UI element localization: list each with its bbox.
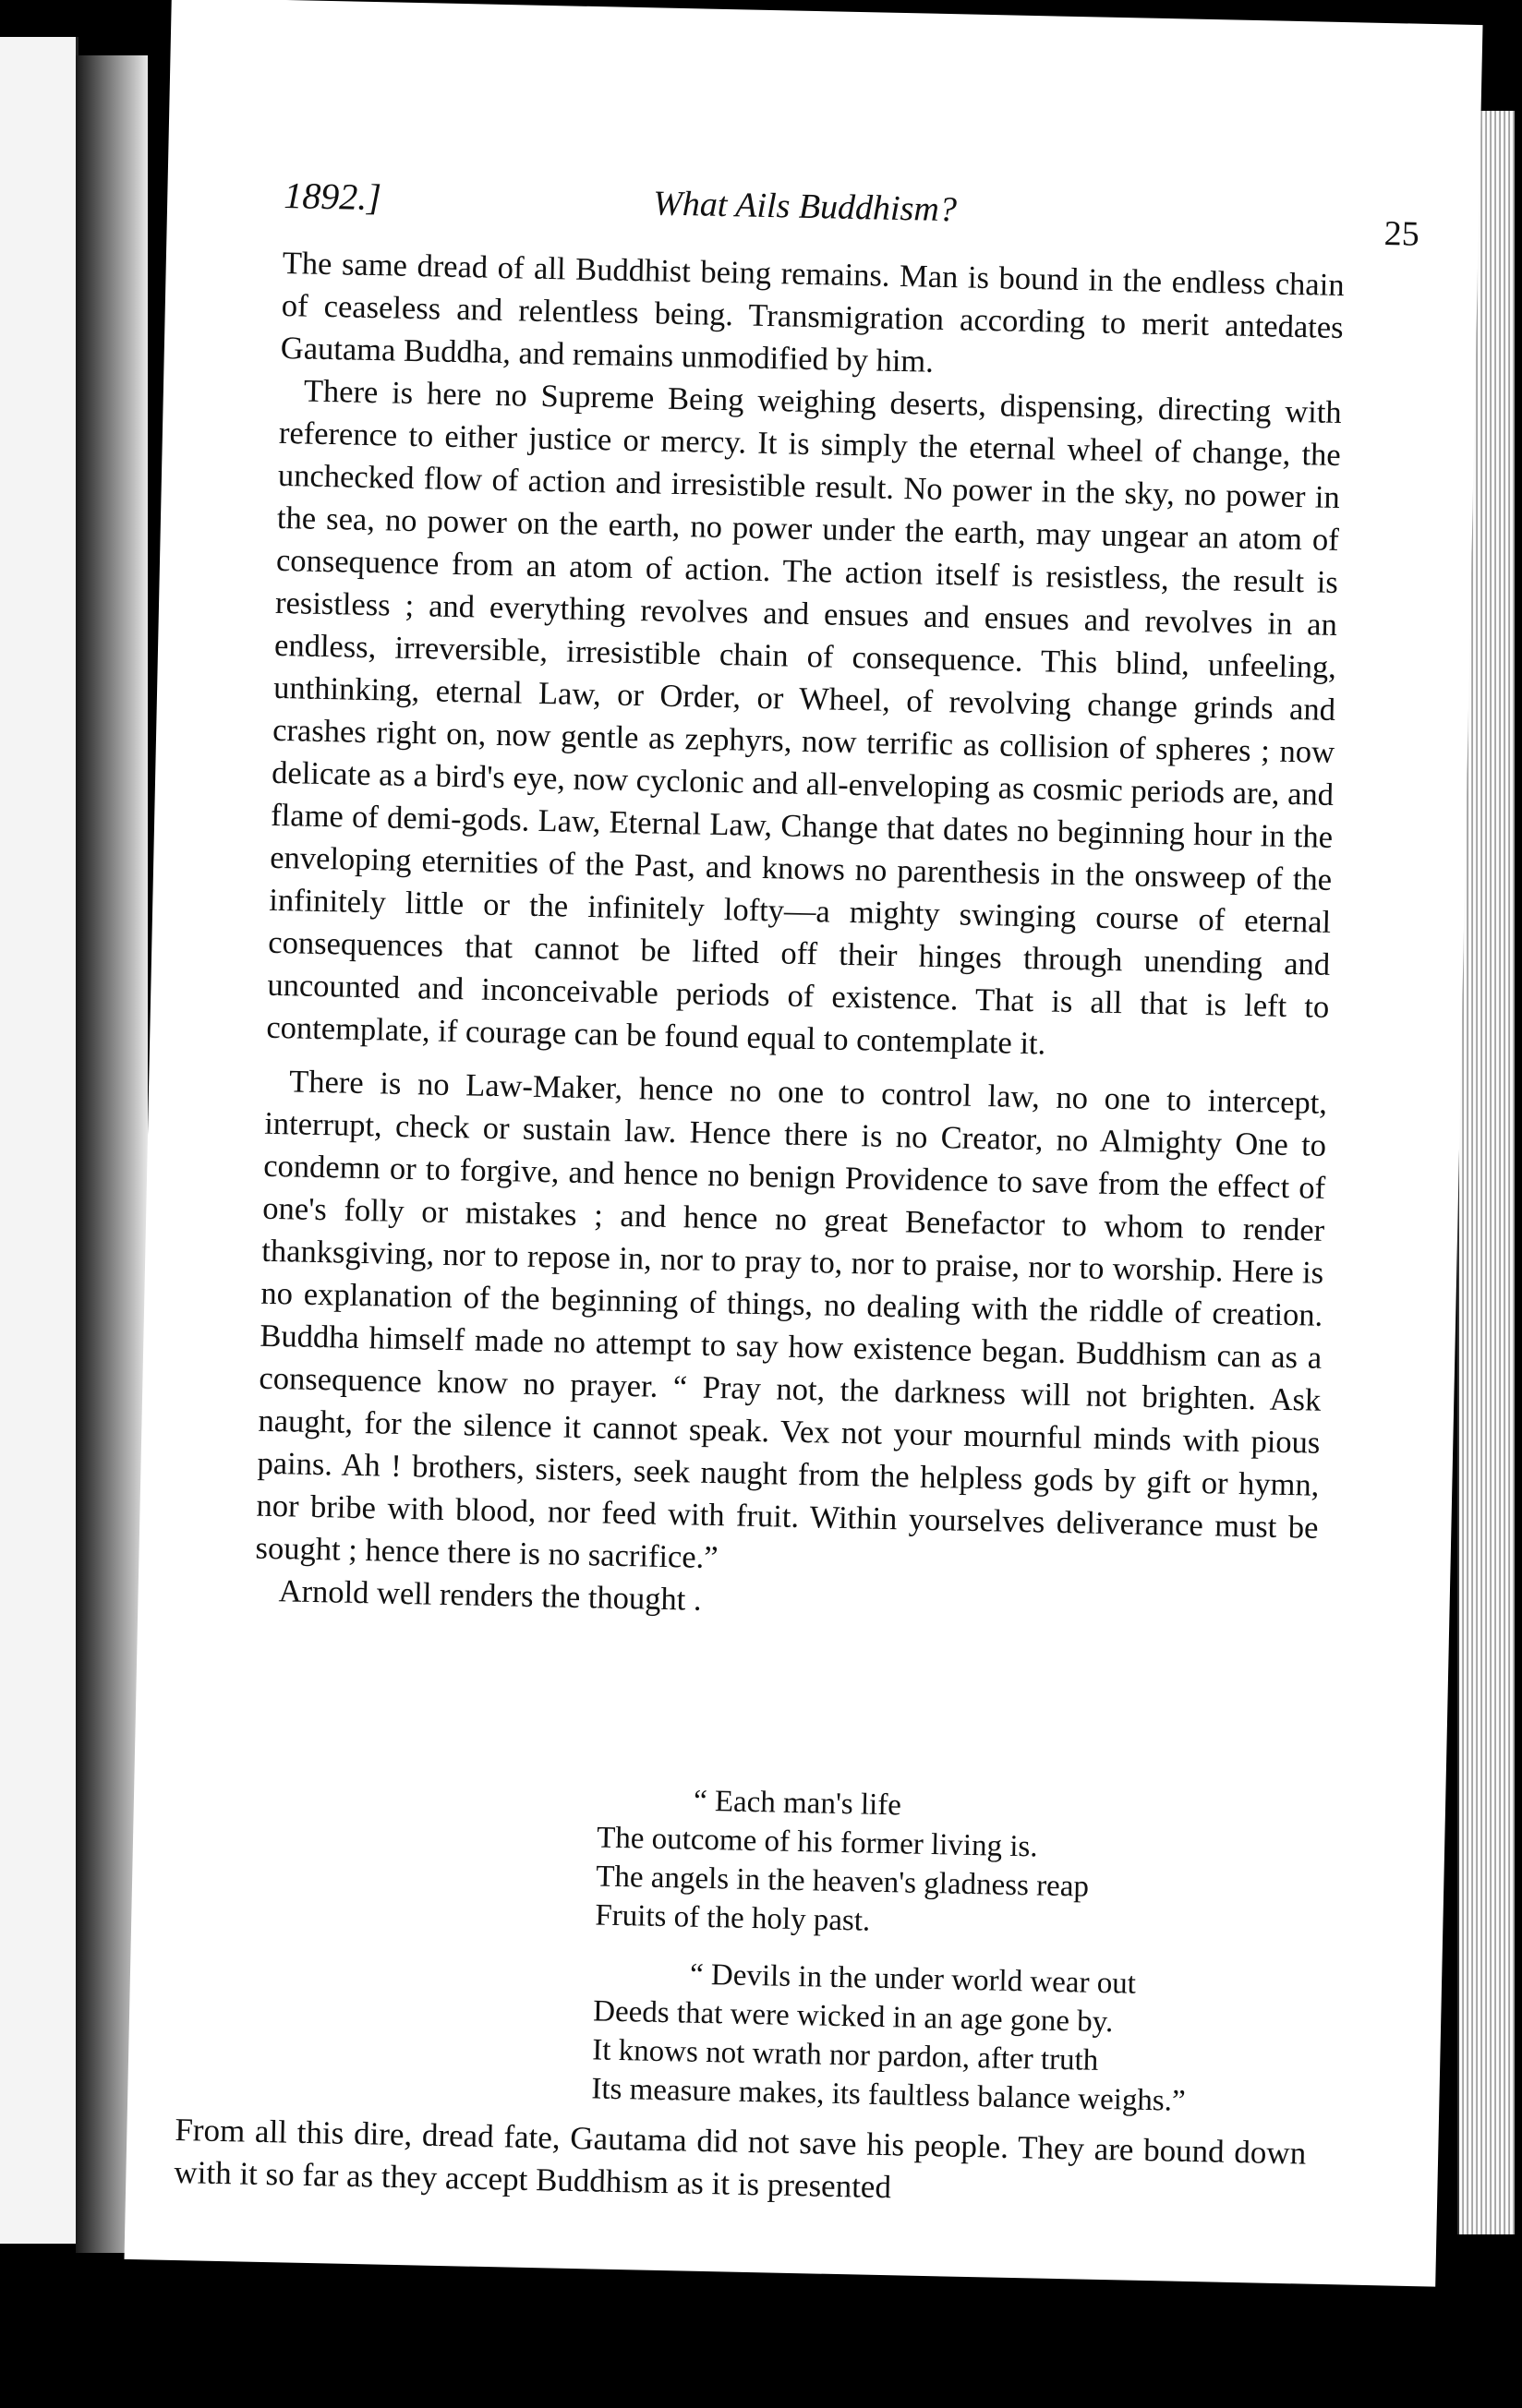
poem-line: Its measure makes, its faultless balance weighs.” bbox=[591, 2072, 1187, 2118]
poem-line: The outcome of his former living is. bbox=[596, 1821, 1038, 1864]
poem-stanza bbox=[591, 1953, 1203, 2121]
poem-line: It knows not wrath nor pardon, after truth bbox=[591, 2033, 1099, 2077]
book-page bbox=[125, 0, 1483, 2287]
running-head-year: 1892.] bbox=[283, 174, 382, 219]
closing-text bbox=[174, 2109, 1307, 2218]
paragraph: Arnold well renders the thought . bbox=[278, 1573, 702, 1618]
paragraph: There is no Law-Maker, hence no one to control law, no one to intercept, interrupt, check or sustain law. Hence there is no Creator, no Almighty One to condemn or to forgive, and hence no benign Providence to save from the effect of one's folly or mistakes ; and hence no great Benefactor to whom to render thanksgiving, nor to repose in, nor to pray to, nor to praise, nor to worship. Here is no explanation of the beginning of things, no dealing with the riddle of creation. Buddha himself made no attempt to say how existence began. Buddhism can as a consequence know no prayer. “ Pray not, the darkness will not brighten. Ask naught, for the silence it cannot speak. Vex not your mournful minds with pious pains. Ah ! brothers, sisters, seek naught from the helpless gods by gift or hymn, nor bribe with blood, nor feed with fruit. Within yourselves deliverance must be sought ; hence there is no sacrifice.” bbox=[255, 1064, 1328, 1576]
paragraph: From all this dire, dread fate, Gautama did not save his people. They are bound down with it so far as they accept Buddhism as it is presented bbox=[174, 2111, 1307, 2206]
poem-line: Deeds that were wicked in an age gone by. bbox=[592, 1994, 1114, 2040]
poem-stanza bbox=[595, 1779, 1207, 1947]
running-head-title: What Ails Buddhism? bbox=[652, 184, 958, 230]
left-page-edge bbox=[0, 37, 79, 2244]
body-text bbox=[254, 242, 1345, 1634]
poem-line: “ Devils in the under world wear out bbox=[689, 1957, 1137, 2001]
poem-line: The angels in the heaven's gladness reap bbox=[595, 1860, 1090, 1904]
running-head bbox=[284, 174, 1420, 253]
poem-line: “ Each man's life bbox=[693, 1784, 902, 1823]
paragraph: There is here no Supreme Being weighing deserts, dispensing, directing with reference to either justice or mercy. It is simply the eternal wheel of change, the unchecked flow of action and irresistible result. No power in the sky, no power in the sea, no power on the earth, no power under the earth, may ungear an atom of consequence from an atom of action. The action itself is resistless, the result is resistless ; and everything revolves and ensues and ensues and revolves in an endless, irreversible, irresistible chain of consequence. This blind, unfeeling, unthinking, eternal Law, or Order, or Wheel, of revolving change grinds and crashes right on, now gentle as zephyrs, now terrific as collision of spheres ; now delicate as a bird's eye, now cyclonic and all-enveloping as cosmic periods are, and flame of demi-gods. Law, Eternal Law, Change that dates no beginning hour in the enveloping eternities of the Past, and knows no parenthesis in the onsweep of the infinitely little or the infinitely lofty—a mighty swinging course of eternal consequences that cannot be lifted off their hinges through unending and uncounted and inconceivable periods of existence. That is all that is left to contemplate, if courage can be found equal to contemplate it. bbox=[266, 373, 1343, 1062]
paragraph: The same dread of all Buddhist being remains. Man is bound in the endless chain of ceaseless and relentless being. Transmigration according to merit antedates Gautama Buddha, and remains unmodified by him. bbox=[280, 245, 1345, 379]
page-number: 25 bbox=[1383, 213, 1420, 254]
poem-line: Fruits of the holy past. bbox=[595, 1898, 871, 1938]
